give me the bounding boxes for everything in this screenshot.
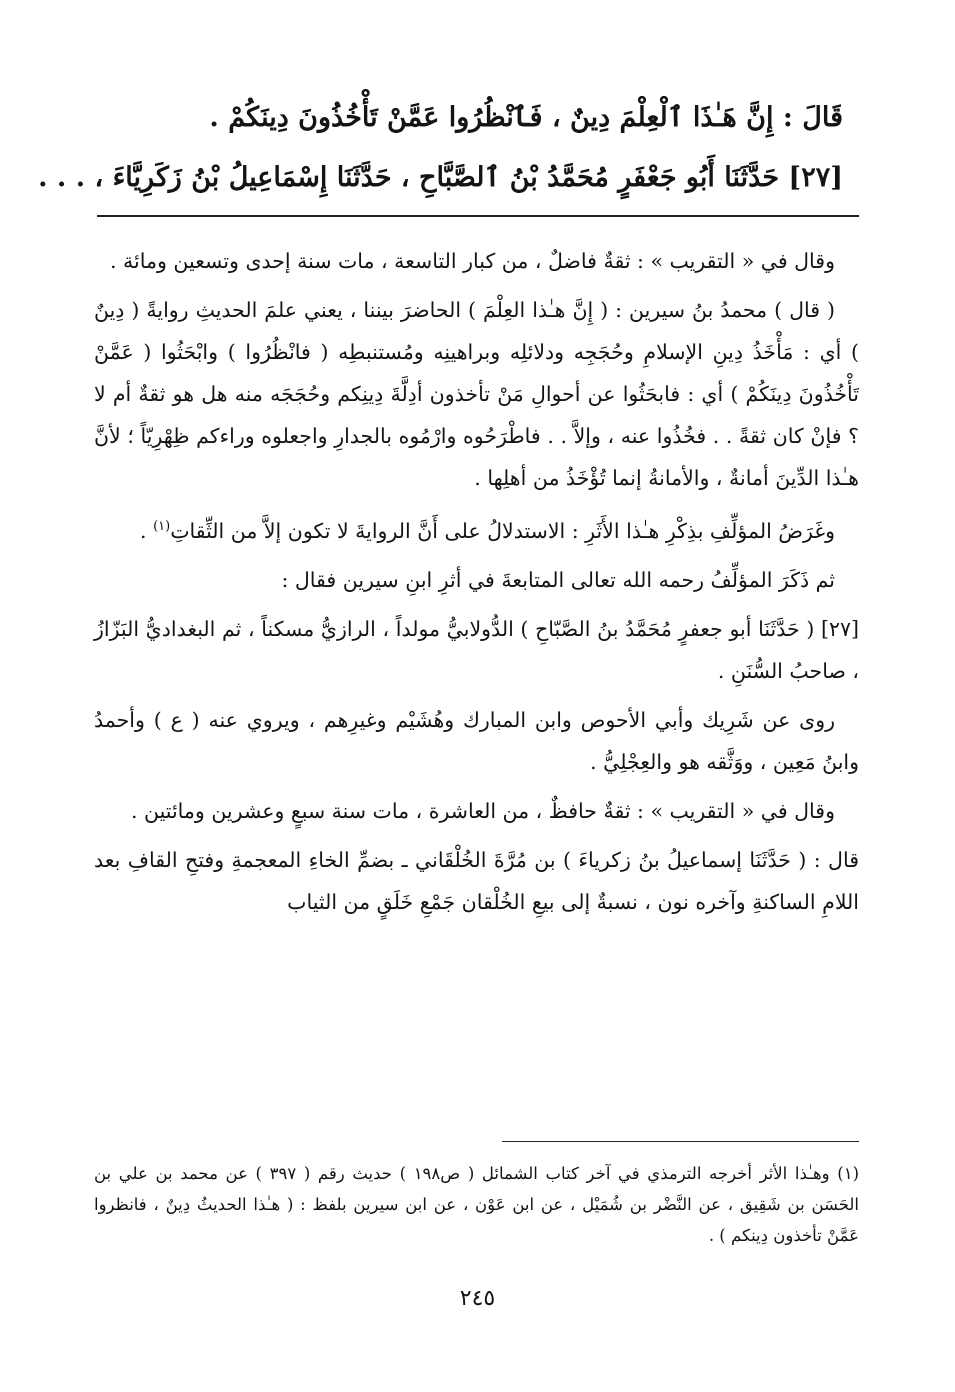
commentary-paragraph: ( قال ) محمدُ بنُ سيرين : ( إِنَّ هـٰذا العِلْمَ ) الحاضرَ بيننا ، يعني علمَ الحديثِ روايةً ( دِينٌ ) أي : مَأْخَذُ دِينِ الإسلامِ وحُجَجِه ودلائلِه وبراهينِه ومُستنبطِه ( فانْظُرُوا ) وابْحَثُوا ( عَمَّنْ تَأْخُذُونَ دِينَكُمْ ) أي : فابحَثُوا عن أحوالِ مَنْ تأخذون أدِلَّةَ دِينِكم وحُجَجَه منه هل هو ثقةٌ أم لا ؟ فإنْ كان ثقةً . . فخُذُوا عنه ، وإلاَّ . . فاطْرَحُوه وارْمُوه بالجدارِ واجعلوه وراءكم ظِهْرِيّاً ؛ لأنَّ هـٰذا الدِّينَ أمانةٌ ، والأمانةُ إنما تُؤْخَذُ من أهلِها . [94,298,859,490]
matn-line-2: [٢٧] حَدَّثَنَا أَبُو جَعْفَرٍ مُحَمَّدُ بْنُ ٱلصَّبَّاحِ ، حَدَّثَنَا إِسْمَاعِيلُ بْنُ زَكَرِيَّاءَ ، . . . [38,162,843,193]
commentary-paragraph: وغَرَضُ المؤلِّفِ بذِكْرِ هـٰذا الأَثَرِ : الاستدلالُ على أَنَّ الروايةَ لا تكون إلاَّ من الثِّقاتِ$^{(١)}$ . [140,518,835,543]
separator-rule [97,215,859,217]
commentary-paragraph: ثم ذَكَرَ المؤلِّفُ رحمه الله تعالى المتابعةَ في أثرِ ابنِ سيرين فقال : [281,567,835,592]
footnote-block [94,1158,859,1251]
footnote-marker[interactable]: (١) [153,519,171,534]
commentary-paragraph: [٢٧] ( حَدَّثَنَا أبو جعفرٍ مُحَمَّدُ بنُ الصَّبّاحِ ) الدُّولابيُّ مولداً ، الرازيُّ مسكناً ، ثم البغداديُّ البَزّازُ ، صاحبُ السُّنَنِ . [94,616,859,683]
commentary-block [94,240,859,930]
commentary-paragraph: قال : ( حَدَّثَنَا إسماعيلُ بنُ زكرياءَ ) بن مُرَّةَ الخُلْقَاني ـ بضمِّ الخاءِ المعجمةِ وفتحِ القافِ بعد اللامِ الساكنةِ وآخره نون ، نسبةٌ إلى بيعِ الخُلْقان جَمْعِ خَلَقٍ من الثياب [94,847,859,914]
footnote-text: (١) وهـٰذا الأثر أخرجه الترمذي في آخر كتاب الشمائل ( ص١٩٨ ) حديث رقم ( ٣٩٧ ) عن محمد بن علي بن الحَسَن بن شَقِيق ، عن النَّضْر بن شُمَيْل ، عن ابن عَوْن ، عن ابن سيرين بلفظ : ( هـٰذا الحديثُ دِينٌ ، فانظروا عَمَّنْ تأخذون دِينكم ) . [94,1164,859,1245]
commentary-text: وغَرَضُ المؤلِّفِ بذِكْرِ هـٰذا الأَثَرِ : الاستدلالُ على أَنَّ الروايةَ لا تكون إلاَّ من الثِّقاتِ [170,518,835,543]
commentary-paragraph: روى عن شَرِيك وأبي الأحوص وابن المبارك وهُشَيْم وغيرِهم ، ويروي عنه ( ع ) وأحمدُ وابنُ مَعِين ، ووَثَّقه هو والعِجْلِيُّ . [94,707,859,774]
commentary-paragraph: وقال في « التقريب » : ثقةٌ حافظٌ ، من العاشرة ، مات سنة سبعٍ وعشرين ومائتين . [130,798,835,823]
commentary-paragraph: وقال في « التقريب » : ثقةٌ فاضلٌ ، من كبار التاسعة ، مات سنة إحدى وتسعين ومائة . [109,249,835,273]
page-number: ٢٤٥ [459,1286,496,1311]
matn-block [38,88,843,208]
footnote-rule [502,1141,859,1142]
matn-line-1: قَالَ : إِنَّ هَـٰذَا ٱلْعِلْمَ دِينٌ ، فَٱنْظُرُوا عَمَّنْ تَأْخُذُونَ دِينَكُمْ . [209,102,843,133]
